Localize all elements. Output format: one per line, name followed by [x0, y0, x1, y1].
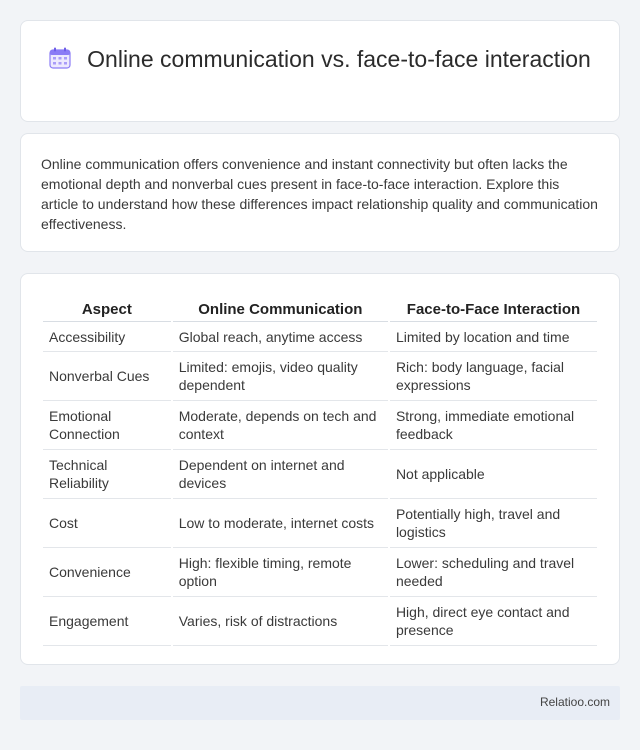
cell-face-to-face: Not applicable [390, 450, 597, 499]
intro-paragraph: Online communication offers convenience and instant connectivity but often lacks the emotional depth and nonverbal cues present in face-to-face interaction. Explore this article to understand how these differences impact relationship quality and communication effectiveness. [41, 156, 598, 232]
table-row [43, 401, 597, 450]
cell-aspect: Convenience [43, 548, 171, 597]
cell-aspect: Accessibility [43, 322, 171, 352]
comparison-table-card [20, 273, 620, 665]
page-title [21, 45, 619, 74]
cell-online: Varies, risk of distractions [173, 597, 388, 646]
cell-online: Dependent on internet and devices [173, 450, 388, 499]
table-header-row [43, 294, 597, 322]
cell-aspect: Technical Reliability [43, 450, 171, 499]
cell-online: Limited: emojis, video quality dependent [173, 352, 388, 401]
table-row [43, 322, 597, 352]
comparison-table [41, 294, 599, 646]
cell-aspect: Cost [43, 499, 171, 548]
footer-brand-link[interactable]: Relatioo.com [539, 695, 610, 709]
cell-face-to-face: Rich: body language, facial expressions [390, 352, 597, 401]
header-aspect: Aspect [43, 294, 171, 322]
table-row [43, 499, 597, 548]
page-title-text: Online communication vs. face-to-face interaction [87, 46, 591, 72]
cell-face-to-face: Limited by location and time [390, 322, 597, 352]
cell-face-to-face: Potentially high, travel and logistics [390, 499, 597, 548]
table-row [43, 548, 597, 597]
table-row [43, 352, 597, 401]
cell-online: Moderate, depends on tech and context [173, 401, 388, 450]
title-card [20, 20, 620, 122]
header-online: Online Communication [173, 294, 388, 322]
cell-online: Global reach, anytime access [173, 322, 388, 352]
cell-face-to-face: High, direct eye contact and presence [390, 597, 597, 646]
cell-aspect: Engagement [43, 597, 171, 646]
cell-face-to-face: Strong, immediate emotional feedback [390, 401, 597, 450]
footer-bar [20, 686, 620, 720]
cell-face-to-face: Lower: scheduling and travel needed [390, 548, 597, 597]
cell-online: Low to moderate, internet costs [173, 499, 388, 548]
cell-aspect: Nonverbal Cues [43, 352, 171, 401]
table-row [43, 597, 597, 646]
table-row [43, 450, 597, 499]
calendar-icon [49, 47, 71, 69]
intro-card [20, 133, 620, 252]
cell-aspect: Emotional Connection [43, 401, 171, 450]
cell-online: High: flexible timing, remote option [173, 548, 388, 597]
header-face-to-face: Face-to-Face Interaction [390, 294, 597, 322]
